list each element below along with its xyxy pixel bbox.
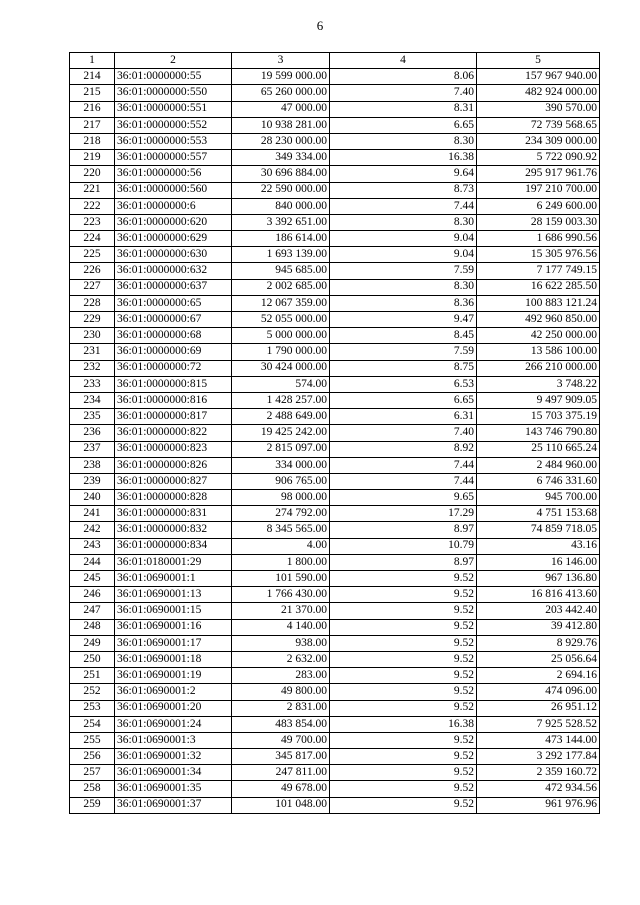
table-row (70, 166, 600, 182)
total-value-cell: 28 159 003.30 (477, 214, 600, 230)
total-value-cell: 9 497 909.05 (477, 392, 600, 408)
cadastral-number-cell: 36:01:0690001:35 (115, 781, 232, 797)
area-value-cell: 2 632.00 (232, 651, 330, 667)
row-number-cell: 227 (70, 279, 115, 295)
rate-value-cell: 8.30 (330, 279, 477, 295)
area-value-cell: 4.00 (232, 538, 330, 554)
total-value-cell: 482 924 000.00 (477, 85, 600, 101)
cadastral-number-cell: 36:01:0000000:65 (115, 295, 232, 311)
total-value-cell: 7 177 749.15 (477, 263, 600, 279)
total-value-cell: 472 934.56 (477, 781, 600, 797)
rate-value-cell: 9.04 (330, 231, 477, 247)
rate-value-cell: 6.31 (330, 409, 477, 425)
table-row (70, 716, 600, 732)
row-number-cell: 237 (70, 441, 115, 457)
row-number-cell: 222 (70, 198, 115, 214)
cadastral-number-cell: 36:01:0000000:55 (115, 69, 232, 85)
total-value-cell: 2 359 160.72 (477, 765, 600, 781)
rate-value-cell: 8.30 (330, 133, 477, 149)
total-value-cell: 473 144.00 (477, 732, 600, 748)
row-number-cell: 251 (70, 668, 115, 684)
cadastral-number-cell: 36:01:0000000:831 (115, 506, 232, 522)
cadastral-number-cell: 36:01:0000000:56 (115, 166, 232, 182)
rate-value-cell: 9.52 (330, 700, 477, 716)
total-value-cell: 74 859 718.05 (477, 522, 600, 538)
cadastral-number-cell: 36:01:0000000:551 (115, 101, 232, 117)
rate-value-cell: 9.52 (330, 603, 477, 619)
total-value-cell: 967 136.80 (477, 571, 600, 587)
total-value-cell: 72 739 568.65 (477, 117, 600, 133)
rate-value-cell: 9.52 (330, 749, 477, 765)
cadastral-number-cell: 36:01:0000000:834 (115, 538, 232, 554)
column-header-2: 2 (115, 53, 232, 69)
row-number-cell: 240 (70, 490, 115, 506)
row-number-cell: 230 (70, 328, 115, 344)
total-value-cell: 100 883 121.24 (477, 295, 600, 311)
total-value-cell: 3 748.22 (477, 376, 600, 392)
cadastral-number-cell: 36:01:0690001:32 (115, 749, 232, 765)
rate-value-cell: 9.64 (330, 166, 477, 182)
rate-value-cell: 8.97 (330, 554, 477, 570)
total-value-cell: 234 309 000.00 (477, 133, 600, 149)
row-number-cell: 259 (70, 797, 115, 813)
rate-value-cell: 7.44 (330, 457, 477, 473)
area-value-cell: 274 792.00 (232, 506, 330, 522)
rate-value-cell: 7.44 (330, 473, 477, 489)
rate-value-cell: 17.29 (330, 506, 477, 522)
area-value-cell: 8 345 565.00 (232, 522, 330, 538)
table-body (70, 69, 600, 814)
rate-value-cell: 7.59 (330, 344, 477, 360)
area-value-cell: 2 488 649.00 (232, 409, 330, 425)
table-row (70, 684, 600, 700)
area-value-cell: 12 067 359.00 (232, 295, 330, 311)
cadastral-number-cell: 36:01:0000000:553 (115, 133, 232, 149)
cadastral-number-cell: 36:01:0690001:18 (115, 651, 232, 667)
cadastral-number-cell: 36:01:0690001:13 (115, 587, 232, 603)
total-value-cell: 3 292 177.84 (477, 749, 600, 765)
rate-value-cell: 10.79 (330, 538, 477, 554)
rate-value-cell: 7.40 (330, 85, 477, 101)
rate-value-cell: 6.65 (330, 392, 477, 408)
table-row (70, 312, 600, 328)
area-value-cell: 1 800.00 (232, 554, 330, 570)
row-number-cell: 236 (70, 425, 115, 441)
cadastral-number-cell: 36:01:0000000:69 (115, 344, 232, 360)
area-value-cell: 945 685.00 (232, 263, 330, 279)
total-value-cell: 26 951.12 (477, 700, 600, 716)
total-value-cell: 39 412.80 (477, 619, 600, 635)
row-number-cell: 256 (70, 749, 115, 765)
cadastral-number-cell: 36:01:0000000:816 (115, 392, 232, 408)
table-row (70, 279, 600, 295)
table-row (70, 214, 600, 230)
area-value-cell: 101 590.00 (232, 571, 330, 587)
row-number-cell: 219 (70, 150, 115, 166)
rate-value-cell: 9.52 (330, 619, 477, 635)
cadastral-number-cell: 36:01:0690001:19 (115, 668, 232, 684)
table-row (70, 668, 600, 684)
rate-value-cell: 9.52 (330, 765, 477, 781)
cadastral-number-cell: 36:01:0000000:815 (115, 376, 232, 392)
table-row (70, 328, 600, 344)
table-row (70, 263, 600, 279)
area-value-cell: 2 831.00 (232, 700, 330, 716)
rate-value-cell: 9.52 (330, 732, 477, 748)
rate-value-cell: 9.52 (330, 668, 477, 684)
table-row (70, 198, 600, 214)
area-value-cell: 1 428 257.00 (232, 392, 330, 408)
table-row (70, 117, 600, 133)
table-row (70, 101, 600, 117)
area-value-cell: 5 000 000.00 (232, 328, 330, 344)
area-value-cell: 21 370.00 (232, 603, 330, 619)
table-row (70, 700, 600, 716)
cadastral-number-cell: 36:01:0000000:828 (115, 490, 232, 506)
row-number-cell: 216 (70, 101, 115, 117)
cadastral-number-cell: 36:01:0180001:29 (115, 554, 232, 570)
total-value-cell: 197 210 700.00 (477, 182, 600, 198)
total-value-cell: 474 096.00 (477, 684, 600, 700)
rate-value-cell: 9.52 (330, 571, 477, 587)
cadastral-number-cell: 36:01:0690001:15 (115, 603, 232, 619)
total-value-cell: 203 442.40 (477, 603, 600, 619)
area-value-cell: 840 000.00 (232, 198, 330, 214)
row-number-cell: 234 (70, 392, 115, 408)
row-number-cell: 254 (70, 716, 115, 732)
row-number-cell: 221 (70, 182, 115, 198)
total-value-cell: 2 484 960.00 (477, 457, 600, 473)
area-value-cell: 30 424 000.00 (232, 360, 330, 376)
row-number-cell: 249 (70, 635, 115, 651)
rate-value-cell: 8.06 (330, 69, 477, 85)
row-number-cell: 235 (70, 409, 115, 425)
row-number-cell: 257 (70, 765, 115, 781)
cadastral-number-cell: 36:01:0000000:637 (115, 279, 232, 295)
total-value-cell: 1 686 990.56 (477, 231, 600, 247)
total-value-cell: 2 694.16 (477, 668, 600, 684)
rate-value-cell: 8.92 (330, 441, 477, 457)
area-value-cell: 345 817.00 (232, 749, 330, 765)
page-number: 6 (316, 18, 324, 33)
cadastral-number-cell: 36:01:0690001:3 (115, 732, 232, 748)
table-row (70, 376, 600, 392)
rate-value-cell: 16.38 (330, 150, 477, 166)
cadastral-number-cell: 36:01:0000000:832 (115, 522, 232, 538)
total-value-cell: 15 305 976.56 (477, 247, 600, 263)
table-row (70, 651, 600, 667)
total-value-cell: 16 816 413.60 (477, 587, 600, 603)
area-value-cell: 1 790 000.00 (232, 344, 330, 360)
column-header-5: 5 (477, 53, 600, 69)
rate-value-cell: 8.75 (330, 360, 477, 376)
table-row (70, 619, 600, 635)
cadastral-number-cell: 36:01:0000000:552 (115, 117, 232, 133)
rate-value-cell: 6.53 (330, 376, 477, 392)
total-value-cell: 5 722 090.92 (477, 150, 600, 166)
cadastral-number-cell: 36:01:0000000:826 (115, 457, 232, 473)
table-row (70, 749, 600, 765)
rate-value-cell: 16.38 (330, 716, 477, 732)
table-row (70, 522, 600, 538)
total-value-cell: 143 746 790.80 (477, 425, 600, 441)
area-value-cell: 906 765.00 (232, 473, 330, 489)
cadastral-value-table (69, 52, 600, 814)
cadastral-number-cell: 36:01:0000000:557 (115, 150, 232, 166)
table-row (70, 409, 600, 425)
cadastral-number-cell: 36:01:0000000:817 (115, 409, 232, 425)
row-number-cell: 258 (70, 781, 115, 797)
row-number-cell: 233 (70, 376, 115, 392)
area-value-cell: 98 000.00 (232, 490, 330, 506)
area-value-cell: 938.00 (232, 635, 330, 651)
rate-value-cell: 9.04 (330, 247, 477, 263)
total-value-cell: 16 622 285.50 (477, 279, 600, 295)
table-row (70, 635, 600, 651)
rate-value-cell: 9.65 (330, 490, 477, 506)
area-value-cell: 1 693 139.00 (232, 247, 330, 263)
area-value-cell: 2 002 685.00 (232, 279, 330, 295)
table-row (70, 797, 600, 813)
row-number-cell: 242 (70, 522, 115, 538)
row-number-cell: 241 (70, 506, 115, 522)
cadastral-number-cell: 36:01:0000000:630 (115, 247, 232, 263)
table-row (70, 133, 600, 149)
area-value-cell: 101 048.00 (232, 797, 330, 813)
cadastral-number-cell: 36:01:0000000:550 (115, 85, 232, 101)
area-value-cell: 334 000.00 (232, 457, 330, 473)
total-value-cell: 25 056.64 (477, 651, 600, 667)
cadastral-number-cell: 36:01:0000000:632 (115, 263, 232, 279)
table-row (70, 587, 600, 603)
table-row (70, 344, 600, 360)
table-row (70, 150, 600, 166)
area-value-cell: 22 590 000.00 (232, 182, 330, 198)
rate-value-cell: 9.52 (330, 651, 477, 667)
table-row (70, 538, 600, 554)
area-value-cell: 19 425 242.00 (232, 425, 330, 441)
total-value-cell: 390 570.00 (477, 101, 600, 117)
total-value-cell: 43.16 (477, 538, 600, 554)
row-number-cell: 238 (70, 457, 115, 473)
table-row (70, 441, 600, 457)
rate-value-cell: 7.40 (330, 425, 477, 441)
row-number-cell: 243 (70, 538, 115, 554)
row-number-cell: 253 (70, 700, 115, 716)
table-row (70, 732, 600, 748)
rate-value-cell: 8.97 (330, 522, 477, 538)
table-row (70, 85, 600, 101)
area-value-cell: 49 800.00 (232, 684, 330, 700)
rate-value-cell: 7.59 (330, 263, 477, 279)
row-number-cell: 217 (70, 117, 115, 133)
cadastral-number-cell: 36:01:0000000:68 (115, 328, 232, 344)
area-value-cell: 349 334.00 (232, 150, 330, 166)
row-number-cell: 232 (70, 360, 115, 376)
area-value-cell: 10 938 281.00 (232, 117, 330, 133)
area-value-cell: 247 811.00 (232, 765, 330, 781)
cadastral-number-cell: 36:01:0000000:560 (115, 182, 232, 198)
cadastral-number-cell: 36:01:0690001:17 (115, 635, 232, 651)
total-value-cell: 157 967 940.00 (477, 69, 600, 85)
total-value-cell: 945 700.00 (477, 490, 600, 506)
table-row (70, 360, 600, 376)
table-row (70, 781, 600, 797)
area-value-cell: 19 599 000.00 (232, 69, 330, 85)
cadastral-number-cell: 36:01:0690001:34 (115, 765, 232, 781)
table-row (70, 490, 600, 506)
table-row (70, 457, 600, 473)
rate-value-cell: 8.45 (330, 328, 477, 344)
row-number-cell: 220 (70, 166, 115, 182)
table-row (70, 295, 600, 311)
table-row (70, 182, 600, 198)
table-row (70, 571, 600, 587)
total-value-cell: 13 586 100.00 (477, 344, 600, 360)
rate-value-cell: 8.36 (330, 295, 477, 311)
table-row (70, 765, 600, 781)
cadastral-number-cell: 36:01:0000000:620 (115, 214, 232, 230)
total-value-cell: 295 917 961.76 (477, 166, 600, 182)
area-value-cell: 186 614.00 (232, 231, 330, 247)
table-header-row (70, 53, 600, 69)
rate-value-cell: 9.52 (330, 781, 477, 797)
column-header-4: 4 (330, 53, 477, 69)
cadastral-number-cell: 36:01:0000000:6 (115, 198, 232, 214)
row-number-cell: 248 (70, 619, 115, 635)
area-value-cell: 1 766 430.00 (232, 587, 330, 603)
table-row (70, 425, 600, 441)
total-value-cell: 6 249 600.00 (477, 198, 600, 214)
total-value-cell: 961 976.96 (477, 797, 600, 813)
cadastral-number-cell: 36:01:0690001:37 (115, 797, 232, 813)
total-value-cell: 25 110 665.24 (477, 441, 600, 457)
row-number-cell: 252 (70, 684, 115, 700)
row-number-cell: 225 (70, 247, 115, 263)
rate-value-cell: 9.52 (330, 684, 477, 700)
row-number-cell: 218 (70, 133, 115, 149)
area-value-cell: 49 700.00 (232, 732, 330, 748)
row-number-cell: 215 (70, 85, 115, 101)
total-value-cell: 266 210 000.00 (477, 360, 600, 376)
total-value-cell: 492 960 850.00 (477, 312, 600, 328)
table-row (70, 69, 600, 85)
rate-value-cell: 9.52 (330, 587, 477, 603)
cadastral-number-cell: 36:01:0000000:72 (115, 360, 232, 376)
row-number-cell: 244 (70, 554, 115, 570)
rate-value-cell: 9.52 (330, 797, 477, 813)
table-row (70, 231, 600, 247)
area-value-cell: 30 696 884.00 (232, 166, 330, 182)
total-value-cell: 4 751 153.68 (477, 506, 600, 522)
total-value-cell: 42 250 000.00 (477, 328, 600, 344)
rate-value-cell: 6.65 (330, 117, 477, 133)
rate-value-cell: 8.31 (330, 101, 477, 117)
table-row (70, 247, 600, 263)
area-value-cell: 4 140.00 (232, 619, 330, 635)
row-number-cell: 245 (70, 571, 115, 587)
row-number-cell: 231 (70, 344, 115, 360)
column-header-3: 3 (232, 53, 330, 69)
row-number-cell: 239 (70, 473, 115, 489)
rate-value-cell: 7.44 (330, 198, 477, 214)
rate-value-cell: 9.52 (330, 635, 477, 651)
cadastral-number-cell: 36:01:0690001:24 (115, 716, 232, 732)
cadastral-number-cell: 36:01:0000000:629 (115, 231, 232, 247)
row-number-cell: 214 (70, 69, 115, 85)
rate-value-cell: 8.73 (330, 182, 477, 198)
area-value-cell: 52 055 000.00 (232, 312, 330, 328)
cadastral-number-cell: 36:01:0690001:1 (115, 571, 232, 587)
cadastral-number-cell: 36:01:0000000:823 (115, 441, 232, 457)
row-number-cell: 250 (70, 651, 115, 667)
row-number-cell: 226 (70, 263, 115, 279)
cadastral-number-cell: 36:01:0690001:16 (115, 619, 232, 635)
cadastral-number-cell: 36:01:0000000:822 (115, 425, 232, 441)
table-row (70, 473, 600, 489)
table-row (70, 554, 600, 570)
row-number-cell: 224 (70, 231, 115, 247)
total-value-cell: 8 929.76 (477, 635, 600, 651)
area-value-cell: 283.00 (232, 668, 330, 684)
row-number-cell: 247 (70, 603, 115, 619)
total-value-cell: 6 746 331.60 (477, 473, 600, 489)
area-value-cell: 49 678.00 (232, 781, 330, 797)
area-value-cell: 574.00 (232, 376, 330, 392)
table-row (70, 392, 600, 408)
area-value-cell: 47 000.00 (232, 101, 330, 117)
area-value-cell: 28 230 000.00 (232, 133, 330, 149)
total-value-cell: 16 146.00 (477, 554, 600, 570)
cadastral-number-cell: 36:01:0000000:67 (115, 312, 232, 328)
cadastral-number-cell: 36:01:0690001:2 (115, 684, 232, 700)
area-value-cell: 3 392 651.00 (232, 214, 330, 230)
row-number-cell: 255 (70, 732, 115, 748)
row-number-cell: 223 (70, 214, 115, 230)
table-row (70, 506, 600, 522)
rate-value-cell: 8.30 (330, 214, 477, 230)
column-header-1: 1 (70, 53, 115, 69)
total-value-cell: 15 703 375.19 (477, 409, 600, 425)
total-value-cell: 7 925 528.52 (477, 716, 600, 732)
rate-value-cell: 9.47 (330, 312, 477, 328)
row-number-cell: 229 (70, 312, 115, 328)
cadastral-number-cell: 36:01:0000000:827 (115, 473, 232, 489)
row-number-cell: 228 (70, 295, 115, 311)
table-row (70, 603, 600, 619)
area-value-cell: 65 260 000.00 (232, 85, 330, 101)
area-value-cell: 483 854.00 (232, 716, 330, 732)
cadastral-number-cell: 36:01:0690001:20 (115, 700, 232, 716)
area-value-cell: 2 815 097.00 (232, 441, 330, 457)
row-number-cell: 246 (70, 587, 115, 603)
